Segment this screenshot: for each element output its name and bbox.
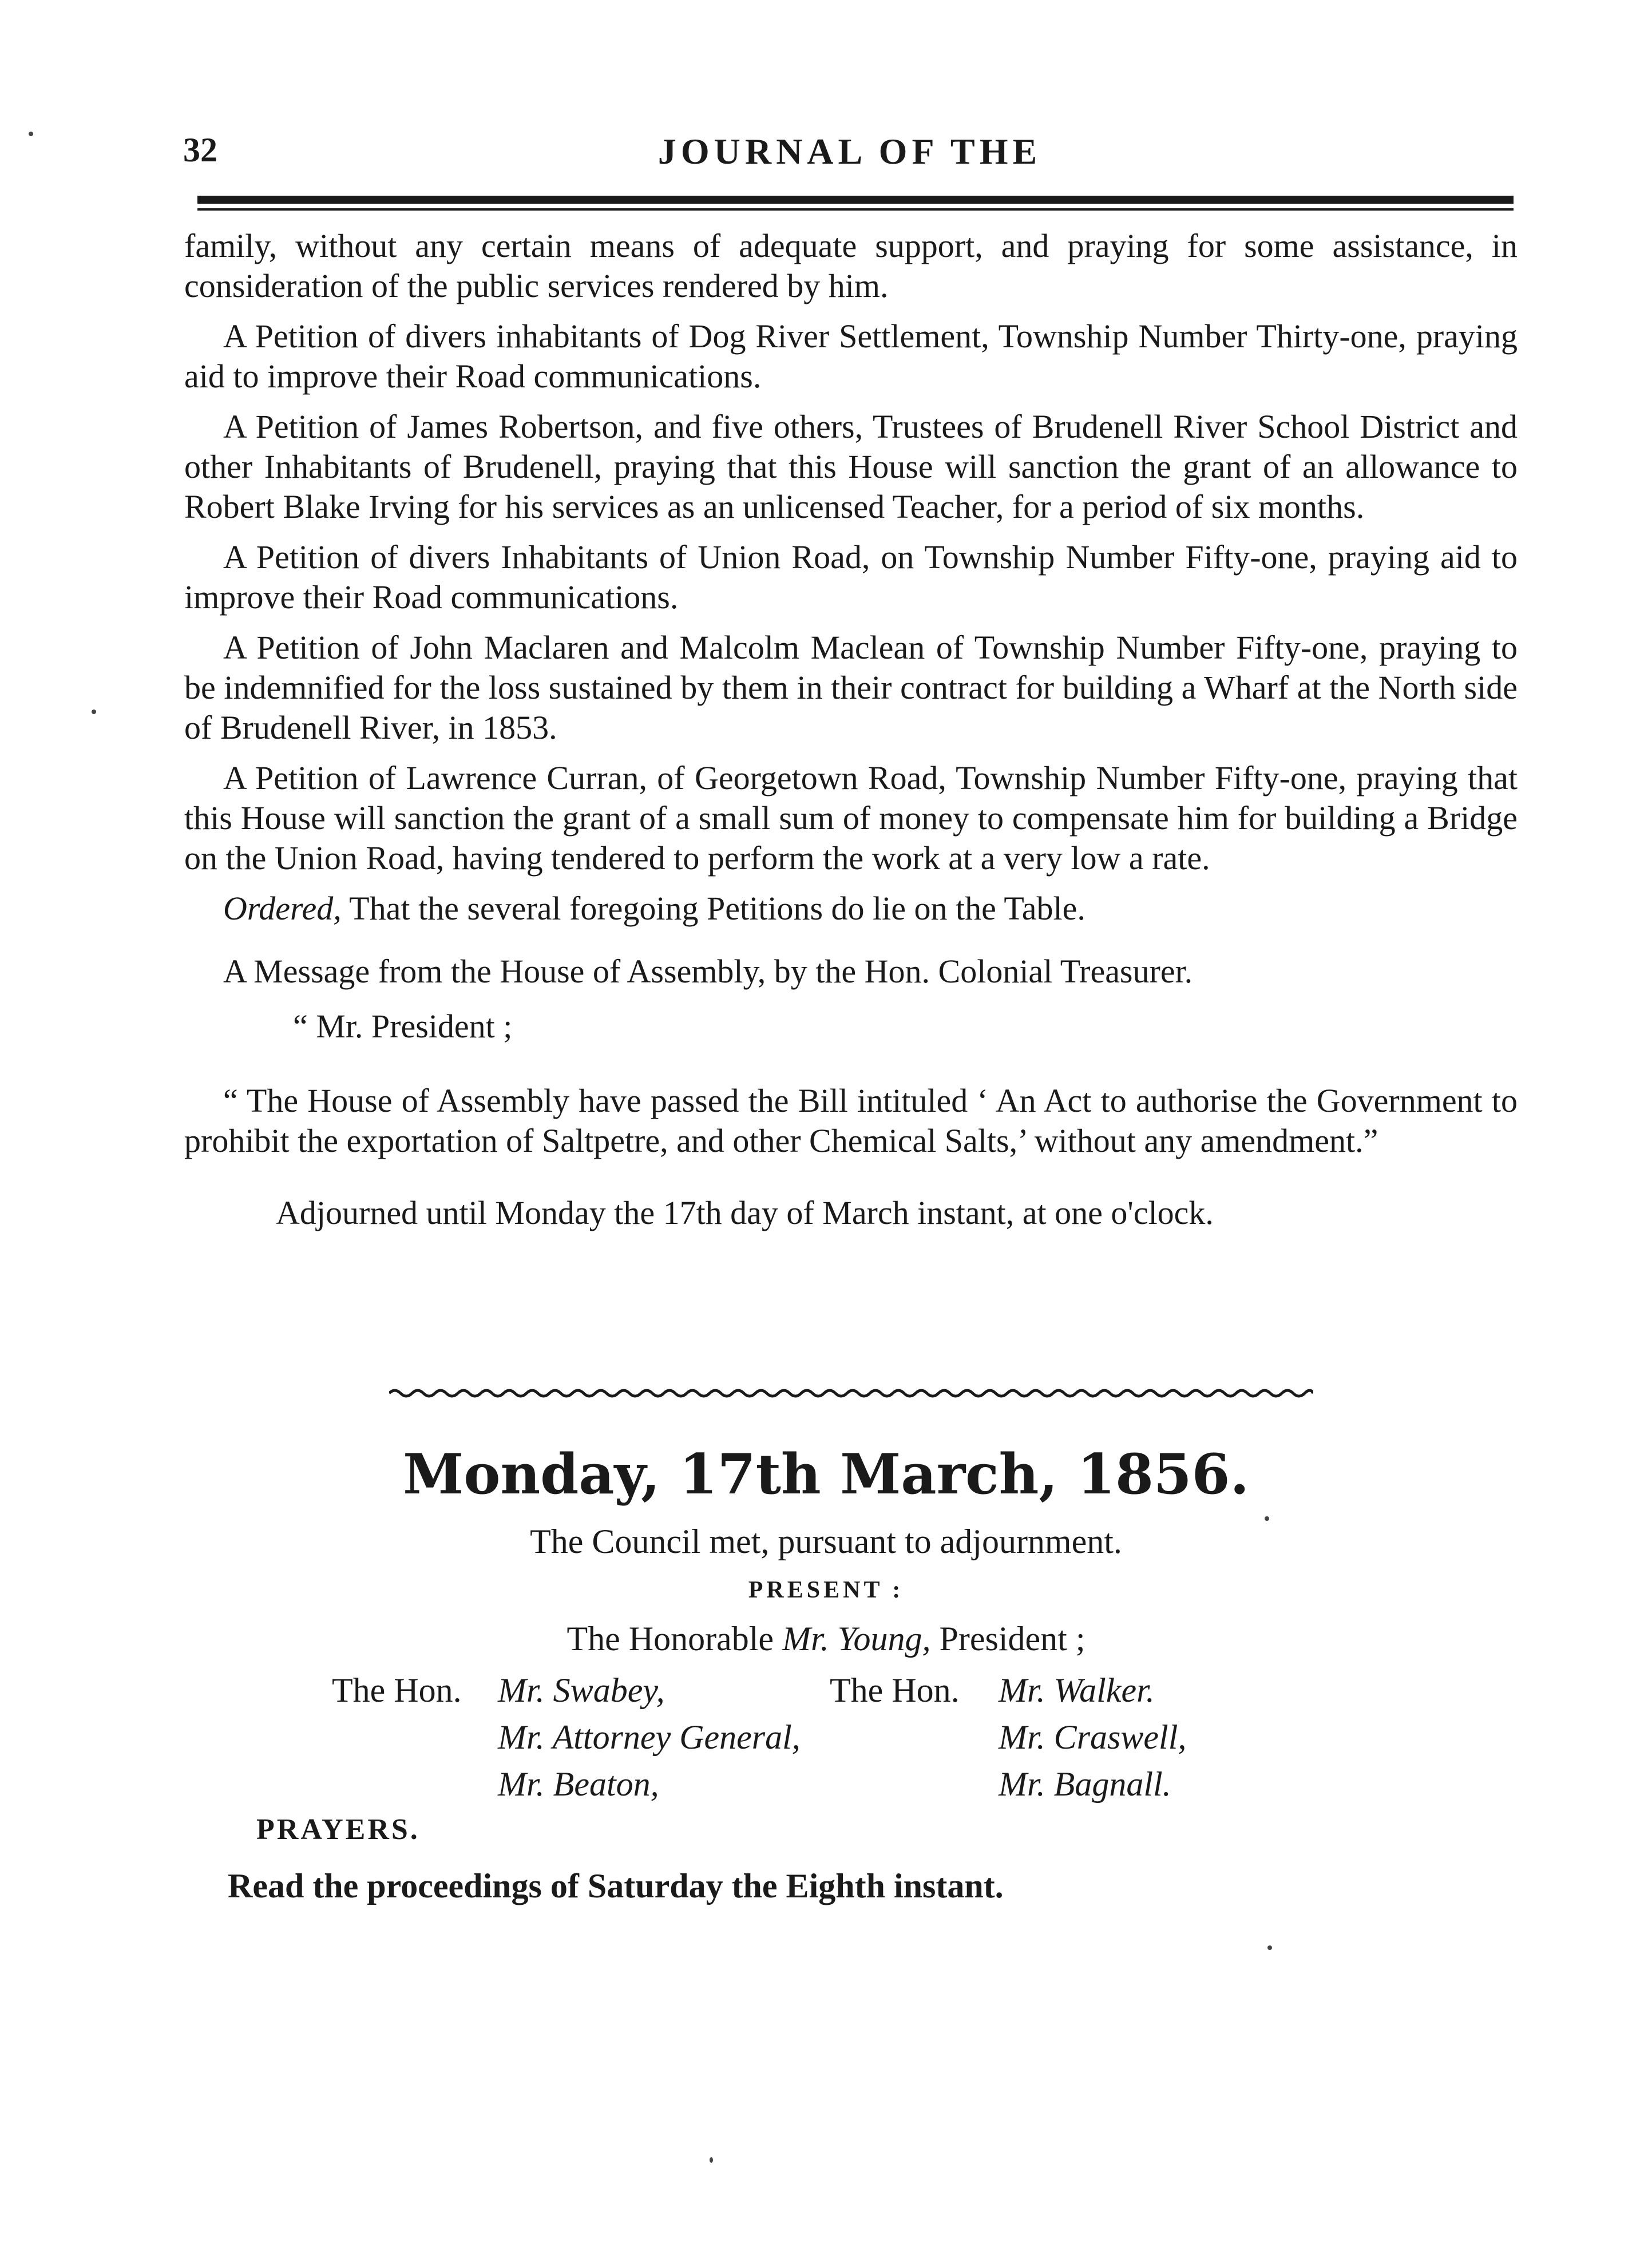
running-head: JOURNAL OF THE [657, 131, 1042, 172]
members-row [332, 1718, 1305, 1765]
petition-maclaren-maclean: A Petition of John Maclaren and Malcolm Maclean of Township Number Fifty-one, praying to be indemnified for the loss sustained by them in their contract for building a Wharf at the North side of Brudenell River, in 1853. [184, 629, 1518, 746]
header-rule-thick [197, 196, 1514, 204]
ordered-text: That the several foregoing Petitions do lie on the Table. [349, 890, 1086, 927]
member-name: Mr. Bagnall. [999, 1765, 1171, 1803]
president-suffix: President ; [939, 1620, 1086, 1658]
petition-james-robertson: A Petition of James Robertson, and five others, Trustees of Brudenell River School District and other Inhabitants of Brudenell, praying that this House will sanction the grant of an allowance to Robert Blake Irving for his services as an unlicensed Teacher, for a period of six months. [184, 408, 1518, 525]
adjournment-notice: Adjourned until Monday the 17th day of March instant, at one o'clock. [276, 1194, 1214, 1231]
ink-speck [1265, 1516, 1269, 1521]
prayers-heading: PRAYERS. [256, 1813, 420, 1846]
ordered-paragraph [184, 889, 1518, 929]
member-name: Mr. Swabey, [498, 1671, 665, 1709]
present-label: PRESENT : [748, 1577, 904, 1603]
members-present [332, 1671, 1305, 1812]
president-name: Mr. Young, [782, 1620, 931, 1658]
member-name: Mr. Craswell, [999, 1718, 1187, 1756]
members-row [332, 1671, 1305, 1718]
ink-speck [92, 710, 96, 714]
journal-body [184, 226, 1518, 1243]
petition-union-road: A Petition of divers Inhabitants of Union Road, on Township Number Fifty-one, praying aid to improve their Road communications. [184, 538, 1518, 616]
ordered-label: Ordered, [223, 890, 342, 927]
ink-speck [29, 132, 33, 136]
petition-lawrence-curran: A Petition of Lawrence Curran, of Georgetown Road, Township Number Fifty-one, praying that this House will sanction the grant of a small sum of money to compensate him for building a Bridge on the Union Road, having tendered to perform the work at a very low a rate. [184, 759, 1518, 877]
page-number: 32 [183, 131, 217, 169]
section-divider [389, 1388, 1313, 1399]
read-proceedings-line: Read the proceedings of Saturday the Eighth instant. [228, 1867, 1004, 1905]
page-header [183, 130, 1516, 182]
petition-dog-river: A Petition of divers inhabitants of Dog River Settlement, Township Number Thirty-one, praying aid to improve their Road communications. [184, 318, 1518, 395]
council-met-line: The Council met, pursuant to adjournment. [530, 1523, 1122, 1560]
member-prefix: The Hon. [830, 1671, 960, 1709]
header-rule-thin [197, 208, 1514, 211]
ink-speck [710, 2157, 713, 2163]
message-quote: “ The House of Assembly have passed the Bill intituled ‘ An Act to authorise the Government to prohibit the exportation of Saltpetre, and other Chemical Salts,’ without any amendment.” [184, 1082, 1518, 1159]
message-salutation: “ Mr. President ; [293, 1008, 513, 1045]
member-name: Mr. Beaton, [498, 1765, 659, 1803]
member-prefix: The Hon. [332, 1671, 462, 1709]
message-intro: A Message from the House of Assembly, by the Hon. Colonial Treasurer. [223, 953, 1193, 990]
sitting-date-heading: Monday, 17th March, 1856. [403, 1442, 1249, 1507]
ink-speck [1267, 1945, 1272, 1950]
members-row [332, 1765, 1305, 1812]
paragraph-continuation: family, without any certain means of adequate support, and praying for some assistance, in consideration of the public services rendered by him. [184, 227, 1518, 304]
president-prefix: The Honorable [566, 1620, 774, 1658]
president-line [0, 1619, 1652, 1659]
member-name: Mr. Walker. [999, 1671, 1155, 1709]
member-name: Mr. Attorney General, [498, 1718, 801, 1756]
